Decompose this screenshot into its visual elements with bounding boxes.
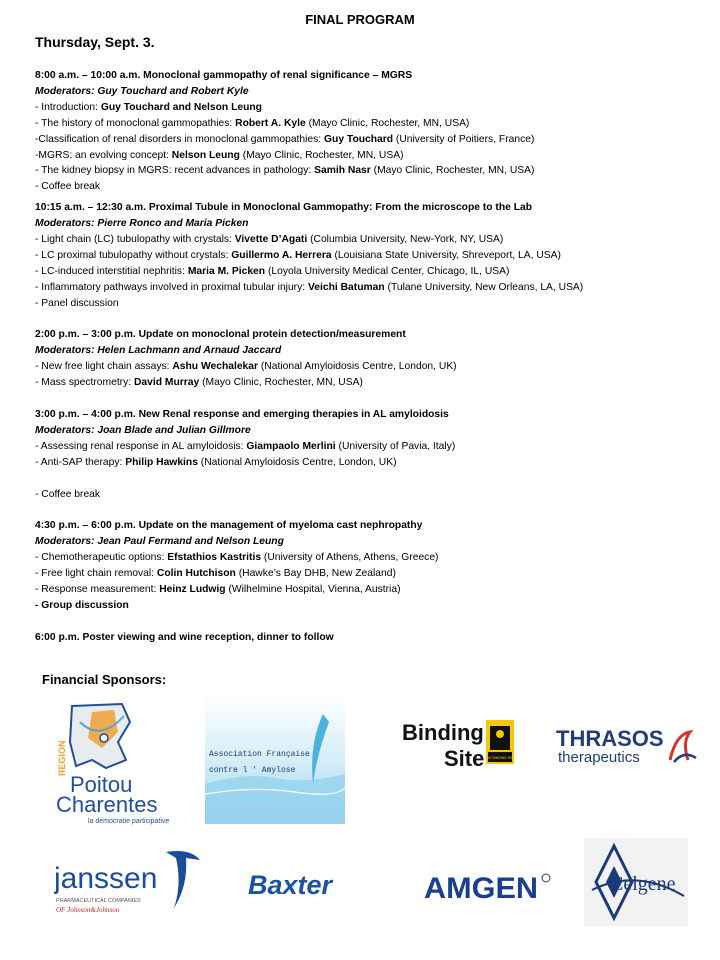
binding-site-emblem [402,718,522,770]
talk-title: - Chemotherapeutic options: [35,552,168,564]
baxter-name: Baxter [248,870,333,900]
break-item: - Coffee break [35,488,101,500]
thrasos-emblem [556,724,698,768]
session-block [35,407,715,502]
talk-item [35,375,715,391]
janssen-emblem [54,846,202,916]
discussion-item: - Panel discussion [35,297,119,309]
celgene-logo [584,838,688,926]
talk-speaker: Veichi Batuman [307,281,385,293]
break-item: - Coffee break [35,181,101,193]
talk-item [35,148,715,164]
celgene-name: Celgene [610,873,676,895]
binding-line1: Binding [402,720,484,745]
baxter-emblem [246,866,364,902]
session-block [35,327,715,391]
talk-speaker: Samih Nasr [314,165,371,177]
binding-site-logo [402,718,522,770]
talk-title: - LC proximal tubulopathy without crystals: [35,249,232,261]
talk-speaker: Colin Hutchison [156,568,236,580]
talk-affiliation: (Mayo Clinic, Rochester, MN, USA) [370,165,535,177]
amgen-logo [424,868,552,904]
session-heading: 8:00 a.m. – 10:00 a.m. Monoclonal gammopathy of renal significance – MGRS [35,70,413,81]
talk-speaker: Ashu Wechalekar [172,361,259,373]
sessions-list [35,68,715,646]
talk-title: - New free light chain assays: [35,361,173,373]
sponsors-heading: Financial Sponsors: [42,672,167,687]
talk-affiliation: (Columbia University, New-York, NY, USA) [307,234,504,246]
talk-speaker: Guy Touchard [324,133,394,145]
talk-title: - Response measurement: [35,583,160,595]
talk-item [35,248,715,264]
poitou-line2: Charentes [56,792,158,817]
talk-item [35,550,715,566]
amgen-emblem [424,868,552,904]
talk-item [35,566,715,582]
session-moderators: Moderators: Guy Touchard and Robert Kyle [35,85,249,97]
talk-item [35,280,715,296]
closing-event: 6:00 p.m. Poster viewing and wine reception, dinner to follow [35,631,334,643]
talk-affiliation: (University of Athens, Athens, Greece) [261,552,439,564]
poitou-charentes-emblem [52,702,180,826]
talk-title: - Mass spectrometry: [35,377,134,389]
talk-affiliation: (Wilhelmine Hospital, Vienna, Austria) [225,583,401,595]
thrasos-sub: therapeutics [558,749,640,766]
talk-title: - LC-induced interstitial nephritis: [35,265,188,277]
day-heading: Thursday, Sept. 3. [35,34,155,50]
poitou-region-text: REGION [57,740,67,776]
talk-title: - Introduction: [35,101,101,113]
talk-speaker: Robert A. Kyle [235,117,306,129]
talk-title: - The kidney biopsy in MGRS: recent advances in pathology: [35,165,315,177]
talk-item [35,116,715,132]
talk-item [35,359,715,375]
talk-speaker: Heinz Ludwig [159,583,226,595]
thrasos-logo [556,724,698,768]
talk-speaker: Nelson Leung [171,149,240,161]
talk-item [35,582,715,598]
talk-speaker: Guy Touchard and Nelson Leung [100,101,262,113]
poitou-line1: Poitou [70,772,133,797]
talk-title: - Assessing renal response in AL amyloidosis: [35,440,247,452]
talk-item [35,439,715,455]
discussion-item: - Group discussion [35,599,129,611]
talk-title: - Light chain (LC) tubulopathy with crystals: [35,234,235,246]
afa-logo [205,694,345,824]
afa-line1: Association Française [209,750,310,759]
talk-affiliation: (Loyola University Medical Center, Chicago, IL, USA) [265,265,510,277]
talk-affiliation: (Tulane University, New Orleans, LA, USA) [384,281,584,293]
talk-speaker: Philip Hawkins [125,456,198,468]
program-title: FINAL PROGRAM [305,12,415,27]
baxter-logo [246,866,364,902]
talk-title: -MGRS: an evolving concept: [35,149,172,161]
poitou-charentes-logo [52,702,180,826]
talk-speaker: Efstathios Kastritis [167,552,262,564]
janssen-sub1: PHARMACEUTICAL COMPANIES [56,898,141,904]
talk-affiliation: (Hawke’s Bay DHB, New Zealand) [235,568,396,580]
talk-title: -Classification of renal disorders in monoclonal gammopathies: [35,133,325,145]
session-block [35,518,715,613]
session-heading: 2:00 p.m. – 3:00 p.m. Update on monoclonal protein detection/measurement [35,329,406,341]
session-heading: 4:30 p.m. – 6:00 p.m. Update on the management of myeloma cast nephropathy [35,520,423,532]
afa-line2: contre l ' Amylose [209,766,296,775]
talk-item [35,455,715,471]
talk-item [35,163,715,179]
binding-line2: Site [444,746,485,770]
poitou-tagline: la démocratie participative [88,818,170,825]
talk-item [35,132,715,148]
talk-title: - Inflammatory pathways involved in proximal tubular injury: [35,281,308,293]
janssen-sub2: OF Johnson&Johnson [56,906,120,914]
talk-affiliation: (Mayo Clinic, Rochester, MN, USA) [239,149,404,161]
talk-affiliation: (National Amyloidosis Centre, London, UK) [258,361,457,373]
session-block [35,68,715,195]
session-heading: 3:00 p.m. – 4:00 p.m. New Renal response and emerging therapies in AL amyloidosis [35,409,449,420]
talk-affiliation: (University of Pavia, Italy) [335,440,456,452]
talk-speaker: Guillermo A. Herrera [231,249,332,261]
talk-affiliation: (Mayo Clinic, Rochester, MN, USA) [199,377,363,389]
talk-speaker: Giampaolo Merlini [246,440,336,452]
afa-emblem [205,694,345,824]
amgen-name: AMGEN [424,872,538,904]
session-moderators: Moderators: Jean Paul Fermand and Nelson Leung [35,536,284,548]
session-moderators: Moderators: Joan Blade and Julian Gillmore [35,424,251,436]
talk-item [35,264,715,280]
talk-affiliation: (Louisiana State University, Shreveport, LA, USA) [331,249,561,261]
talk-speaker: Vivette D’Agati [234,234,308,246]
talk-speaker: David Murray [133,377,200,389]
talk-affiliation: (Mayo Clinic, Rochester, MN, USA) [305,117,470,129]
talk-affiliation: (University of Poitiers, France) [393,133,535,145]
talk-item [35,100,715,116]
talk-title: - Free light chain removal: [35,568,157,580]
talk-speaker: Maria M. Picken [187,265,266,277]
talk-title: - Anti-SAP therapy: [35,456,126,468]
session-heading: 10:15 a.m. – 12:30 a.m. Proximal Tubule in Monoclonal Gammopathy: From the microscope to the Lab [35,202,533,214]
celgene-emblem [584,838,688,926]
janssen-name: janssen [54,862,158,895]
binding-badge: THE BINDING SITE [484,756,516,760]
session-block [35,200,715,311]
session-moderators: Moderators: Pierre Ronco and Maria Picken [35,218,249,230]
talk-item [35,232,715,248]
talk-affiliation: (National Amyloidosis Centre, London, UK) [197,456,397,468]
talk-title: - The history of monoclonal gammopathies: [35,117,236,129]
thrasos-name: THRASOS [556,726,664,751]
session-moderators: Moderators: Helen Lachmann and Arnaud Jaccard [35,345,282,357]
janssen-logo [54,846,202,916]
